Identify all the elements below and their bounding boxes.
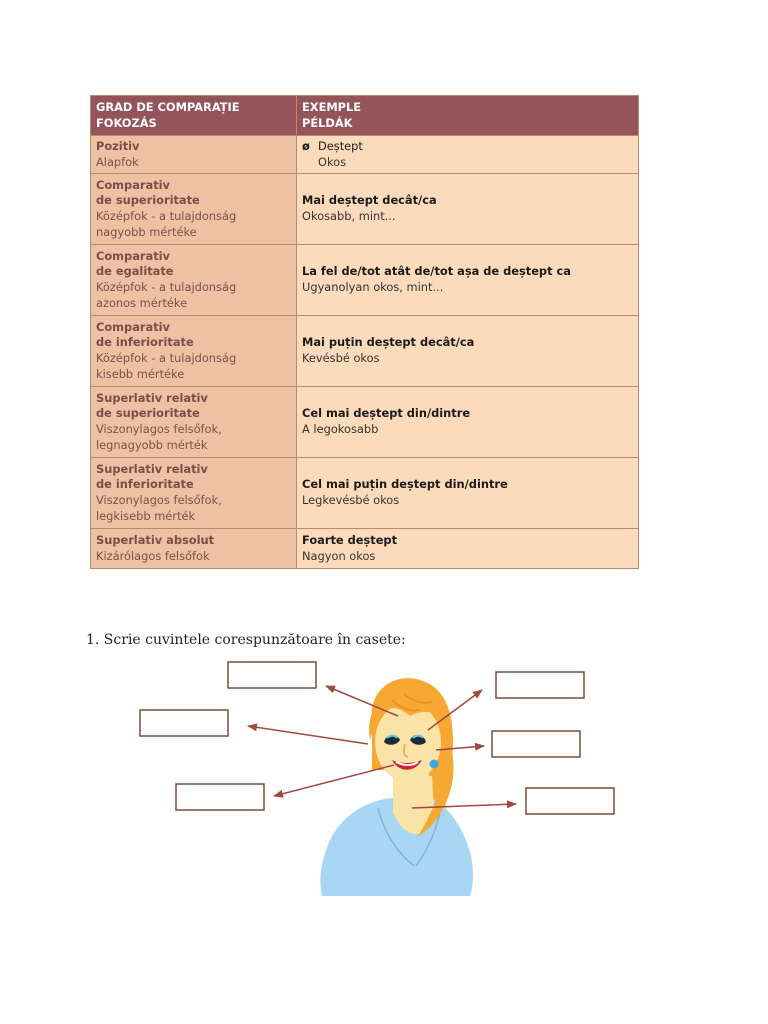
degree-name-line2: de superioritate	[96, 193, 200, 208]
degree-name: Pozitiv	[96, 138, 140, 153]
degree-description: Középfok - a tulajdonság	[96, 351, 237, 365]
degree-description: Alapfok	[96, 154, 139, 169]
example-translation: Legkevésbé okos	[302, 493, 400, 507]
answer-box-mouth[interactable]	[176, 784, 264, 810]
degree-name-line2: de egalitate	[96, 264, 174, 279]
degree-description: Viszonylagos felsőfok,	[96, 493, 222, 507]
earring	[430, 760, 439, 769]
woman-illustration	[320, 678, 473, 896]
degree-description-line2: legkisebb mérték	[96, 508, 196, 523]
example-text: Mai puțin deștept decât/ca	[302, 335, 475, 350]
degree-description-line2: kisebb mértéke	[96, 366, 185, 381]
degree-name: Superlativ relativ	[96, 461, 208, 476]
header-examples-title: EXEMPLE	[302, 99, 362, 114]
degree-name-line2: de superioritate	[96, 406, 200, 421]
degree-description: Középfok - a tulajdonság	[96, 209, 237, 223]
degree-description-line2: nagyobb mértéke	[96, 224, 197, 239]
degree-description-line2: legnagyobb mérték	[96, 437, 208, 452]
answer-box-hair[interactable]	[228, 662, 316, 688]
degree-name: Comparativ	[96, 248, 170, 263]
example-text: Cel mai deștept din/dintre	[302, 406, 471, 421]
example-translation: Okosabb, mint...	[302, 209, 396, 223]
degree-name: Superlativ absolut	[96, 532, 215, 547]
header-degree-title: GRAD DE COMPARAȚIE	[96, 99, 240, 114]
arrow-to-mouth-box	[274, 765, 394, 796]
example-translation: Ugyanolyan okos, mint...	[302, 280, 444, 294]
example-translation: Okos	[318, 154, 347, 169]
degree-description: Középfok - a tulajdonság	[96, 280, 237, 294]
exercise-instruction: 1. Scrie cuvintele corespunzătoare în casete:	[86, 632, 406, 648]
degree-name-line2: de inferioritate	[96, 477, 194, 492]
example-text: La fel de/tot atât de/tot așa de deștept ca	[302, 264, 571, 279]
answer-box-neck[interactable]	[526, 788, 614, 814]
arrow-to-eyebrow-box	[248, 726, 368, 744]
example-translation: Nagyon okos	[302, 548, 376, 563]
answer-box-forehead[interactable]	[496, 672, 584, 698]
degree-description: Viszonylagos felsőfok,	[96, 422, 222, 436]
example-text: Mai deștept decât/ca	[302, 193, 437, 208]
degree-name-line2: de inferioritate	[96, 335, 194, 350]
example-translation: A legokosabb	[302, 422, 379, 436]
degree-name: Comparativ	[96, 177, 170, 192]
answer-box-eyebrow[interactable]	[140, 710, 228, 736]
degree-name: Superlativ relativ	[96, 390, 208, 405]
degree-description-line2: azonos mértéke	[96, 295, 188, 310]
answer-box-ear[interactable]	[492, 731, 580, 757]
null-symbol: ø	[302, 138, 310, 153]
example-text: Cel mai puțin deștept din/dintre	[302, 477, 508, 492]
example-text: Deștept	[318, 138, 363, 153]
header-examples-subtitle: PÉLDÁK	[302, 115, 353, 130]
example-text: Foarte deștept	[302, 532, 398, 547]
example-translation: Kevésbé okos	[302, 351, 380, 365]
degree-description: Kizárólagos felsőfok	[96, 548, 210, 563]
degree-name: Comparativ	[96, 319, 170, 334]
header-degree-subtitle: FOKOZÁS	[96, 115, 157, 130]
